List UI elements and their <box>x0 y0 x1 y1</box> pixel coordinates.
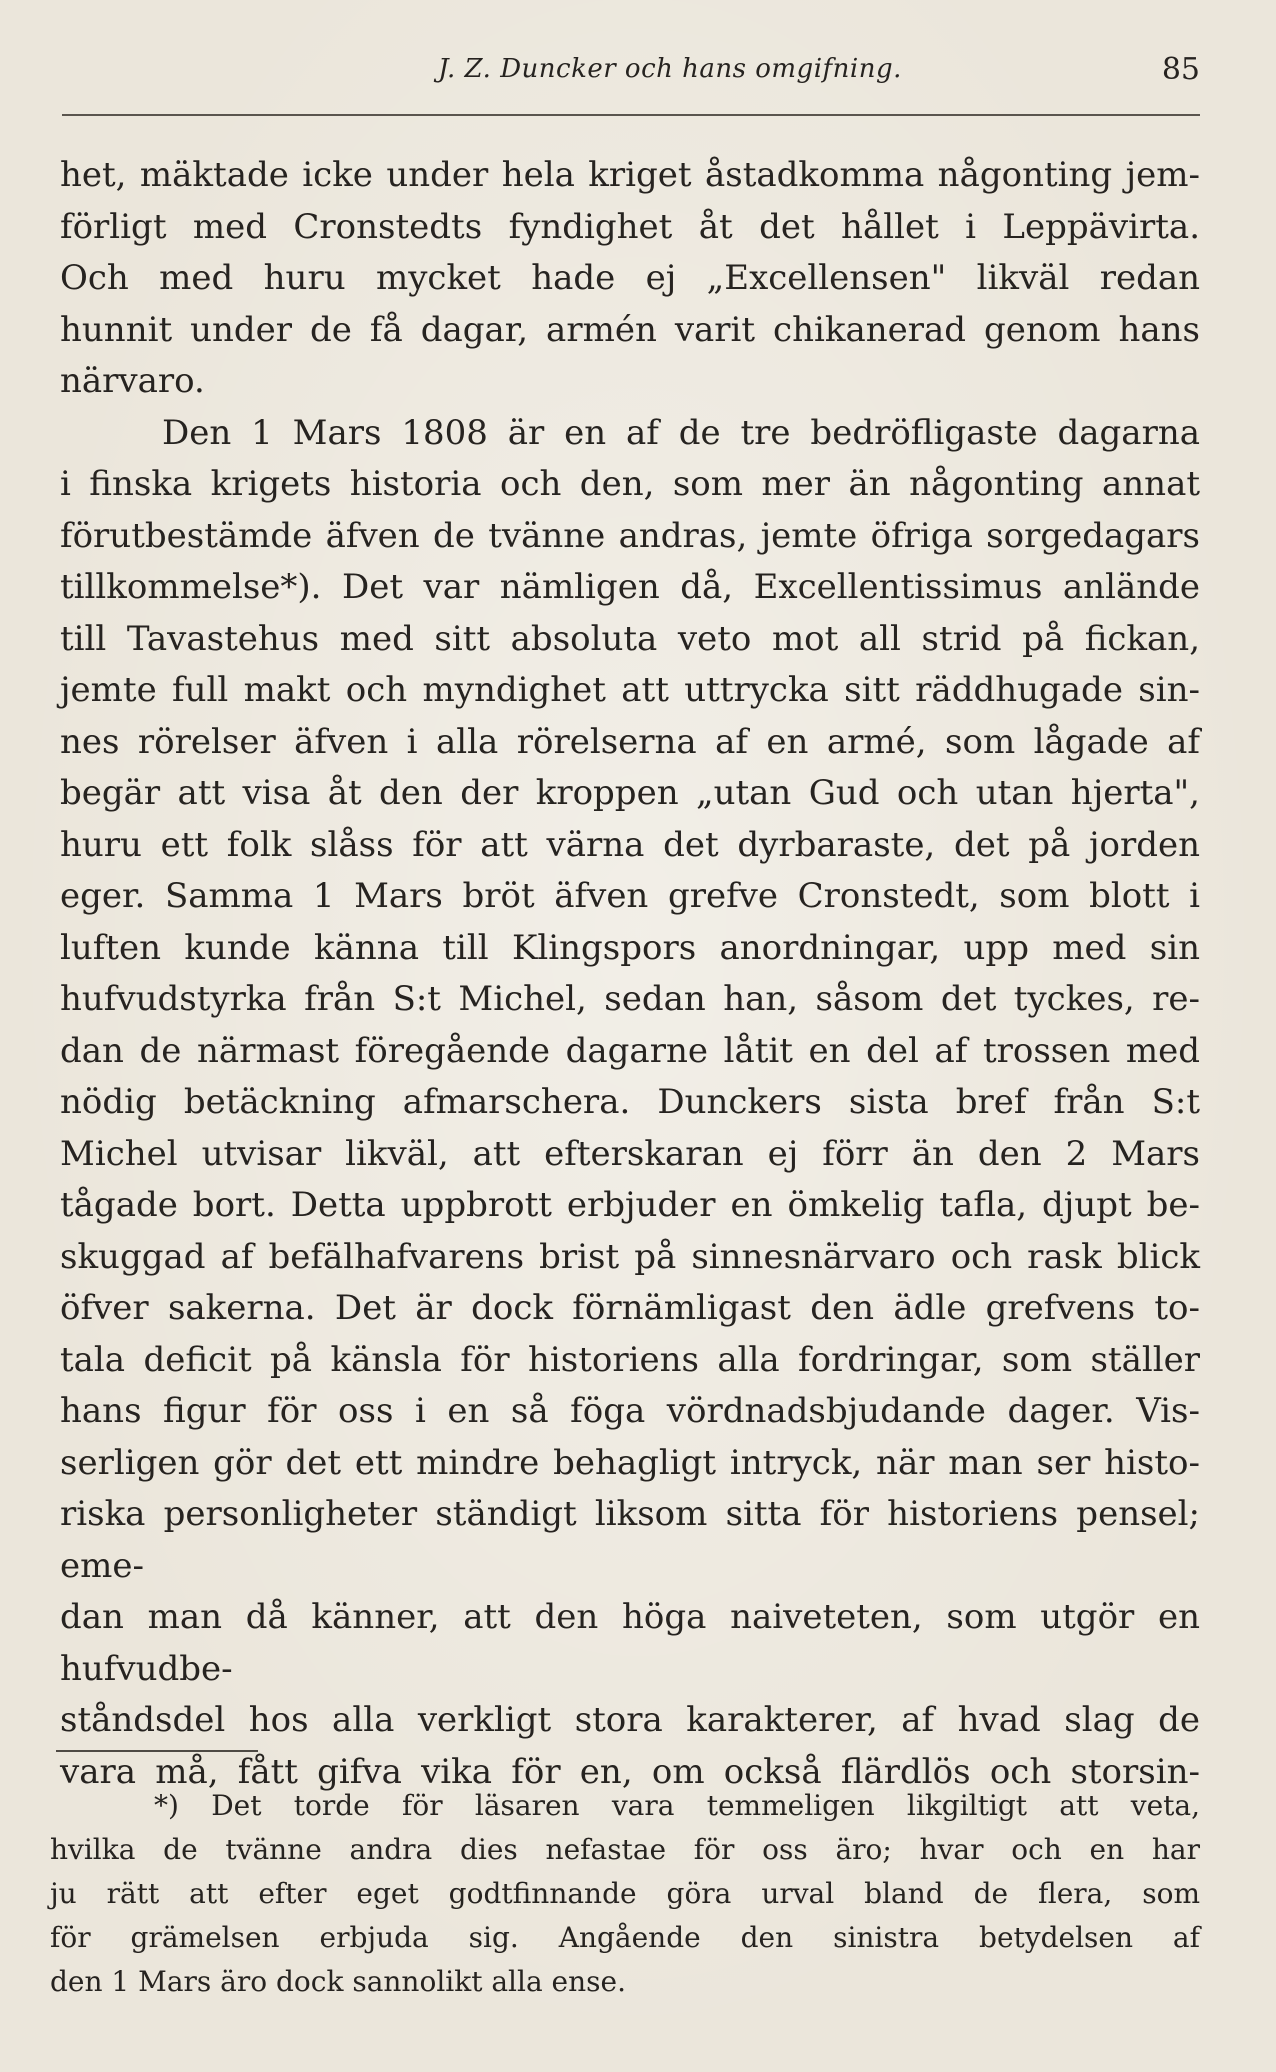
body-line: hufvudstyrka från S:t Michel, sedan han, såsom det tyckes, re- <box>60 979 1200 1019</box>
body-line: hans figur för oss i en så föga vördnadsbjudande dager. Vis- <box>60 1391 1200 1431</box>
body-line: närvaro. <box>60 361 205 401</box>
running-head <box>60 48 1200 98</box>
footnote-line: den 1 Mars äro dock sannolikt alla ense. <box>50 1965 626 1998</box>
body-line: Och med huru mycket hade ej „Excellensen" likväl redan <box>60 258 1200 298</box>
footnote-line: *) Det torde för läsaren vara temmeligen likgiltigt att veta, <box>154 1789 1200 1822</box>
body-line: tala deficit på känsla för historiens alla fordringar, som ställer <box>60 1339 1200 1380</box>
body-line: Den 1 Mars 1808 är en af de tre bedröfligaste dagarna <box>162 412 1200 453</box>
body-line: Michel utvisar likväl, att efterskaran ej förr än den 2 Mars <box>60 1133 1200 1174</box>
body-line: förutbestämde äfven de tvänne andras, jemte öfriga sorgedagars <box>60 515 1200 556</box>
body-line: luften kunde känna till Klingspors anordningar, upp med sin <box>60 927 1200 968</box>
body-line: nödig betäckning afmarschera. Dunckers sista bref från S:t <box>60 1082 1200 1122</box>
footnote <box>50 1784 1200 2004</box>
body-line: skuggad af befälhafvarens brist på sinnesnärvaro och rask blick <box>60 1236 1200 1277</box>
body-line: huru ett folk slåss för att värna det dyrbaraste, det på jorden <box>60 824 1200 865</box>
body-line: serligen gör det ett mindre behagligt intryck, när man ser histo- <box>60 1442 1200 1483</box>
body-text <box>60 150 1200 1798</box>
body-line: hunnit under de få dagar, armén varit chikanerad genom hans <box>60 309 1200 350</box>
body-line: tågade bort. Detta uppbrott erbjuder en ömkelig tafla, djupt be- <box>60 1185 1200 1225</box>
body-line: dan de närmast föregående dagarne låtit en del af trossen med <box>60 1030 1200 1071</box>
body-line: i finska krigets historia och den, som mer än någonting annat <box>60 464 1200 504</box>
body-line: till Tavastehus med sitt absoluta veto mot all strid på fickan, <box>60 618 1200 659</box>
body-line: ståndsdel hos alla verkligt stora karakterer, af hvad slag de <box>60 1700 1200 1740</box>
body-line: riska personligheter ständigt liksom sitta för historiens pensel; eme- <box>60 1494 1200 1586</box>
body-line: eger. Samma 1 Mars bröt äfven grefve Cronstedt, som blott i <box>60 876 1200 916</box>
running-title: J. Z. Duncker och hans omgifning. <box>438 54 902 84</box>
body-line: nes rörelser äfven i alla rörelserna af en armé, som lågade af <box>60 721 1200 762</box>
body-line: öfver sakerna. Det är dock förnämligast den ädle grefvens to- <box>60 1288 1200 1328</box>
body-line: förligt med Cronstedts fyndighet åt det hållet i Leppävirta. <box>60 206 1200 247</box>
footnote-line: hvilka de tvänne andra dies nefastae för oss äro; hvar och en har <box>50 1833 1200 1866</box>
body-line: jemte full makt och myndighet att uttrycka sitt räddhugade sin- <box>60 670 1200 710</box>
header-rule <box>62 114 1200 116</box>
page-number: 85 <box>1161 52 1200 87</box>
body-line: begär att visa åt den der kroppen „utan Gud och utan hjerta", <box>60 773 1200 813</box>
footnote-rule <box>56 1750 258 1752</box>
footnote-line: för grämelsen erbjuda sig. Angående den sinistra betydelsen af <box>50 1921 1200 1954</box>
footnote-line: ju rätt att efter eget godtfinnande göra urval bland de flera, som <box>50 1877 1200 1910</box>
body-line: tillkommelse*). Det var nämligen då, Excellentissimus anlände <box>60 567 1200 607</box>
body-line: het, mäktade icke under hela kriget åstadkomma någonting jem- <box>60 155 1200 195</box>
body-line: vara må, fått gifva vika för en, om också flärdlös och storsin- <box>60 1751 1200 1792</box>
body-line: dan man då känner, att den höga naiveteten, som utgör en hufvudbe- <box>60 1597 1200 1689</box>
